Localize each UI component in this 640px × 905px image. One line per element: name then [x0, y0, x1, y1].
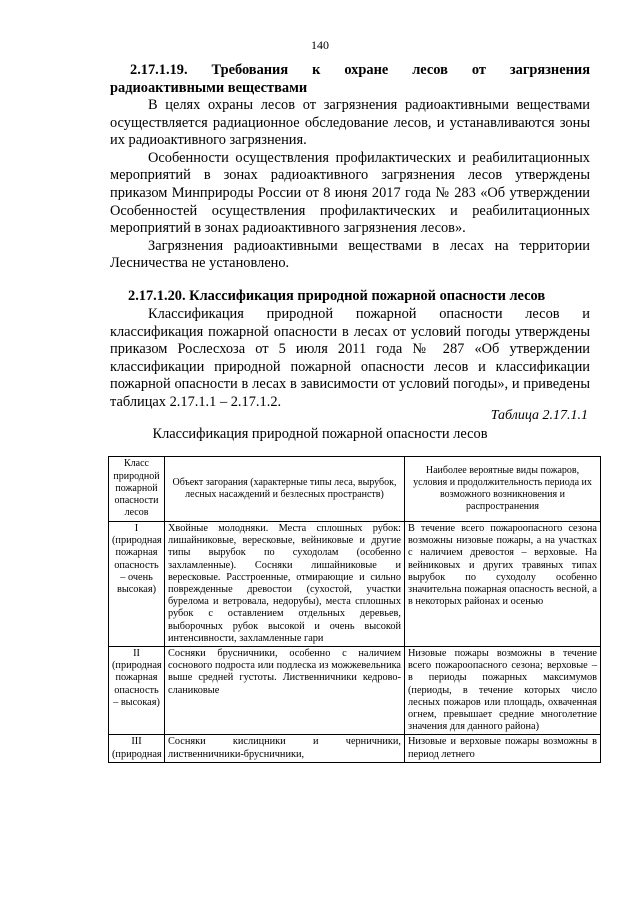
page-number: 140	[311, 38, 329, 52]
heading-word: загрязнения	[509, 62, 590, 78]
table-caption: Таблица 2.17.1.1	[490, 408, 588, 423]
heading-word: лесов	[412, 62, 448, 78]
paragraph: В целях охраны лесов от загрязнения радиоактивными веществами осуществляется радиационное обследование лесов, и устанавливаются зоны их радиоактивного загрязнения.	[110, 97, 590, 149]
table-row	[109, 735, 601, 762]
section-heading-2-17-1-19	[110, 62, 590, 97]
section-2-body	[110, 306, 590, 412]
cell-object: Хвойные молодняки. Места сплошных рубок: лишайниковые, вересковые, вейниковые и другие типы вырубок по суходолам (особенно захламленные). Сосняки лишайниковые и вересковые. Расстроенные, отмирающие и сильно поврежденные древостои (сухостой, участки бурелома и ветровала, недорубы), места сплошных рубок с оставлением отдельных деревьев, выборочных рубок высокой и очень высокой интенсивности, захламленные гари	[165, 522, 405, 647]
paragraph: Особенности осуществления профилактических и реабилитационных мероприятий в зонах радиоактивного загрязнения лесов утверждены приказом Минприроды России от 8 июня 2017 года № 283 «Об утверждении Особенностей осуществления профилактических и реабилитационных мероприятий в зонах радиоактивного загрязнения лесов».	[110, 149, 590, 237]
section-1-body	[110, 97, 590, 273]
heading-number: 2.17.1.19.	[130, 62, 188, 78]
cell-class: I (природная пожарная опасность – очень высокая)	[109, 522, 165, 647]
cell-fires: В течение всего пожароопасного сезона возможны низовые пожары, а на участках с наличием древостоя – верховые. На вейниковых и других травяных типах вырубок по суходолу особенно значительна пожарная опасность весной, а в некоторых районах и осенью	[405, 522, 601, 647]
heading-word: Требования	[211, 62, 289, 78]
section-heading-2-17-1-20: 2.17.1.20. Классификация природной пожарной опасности лесов	[128, 288, 546, 304]
table-row	[109, 647, 601, 735]
header-class: Класс природной пожарной опасности лесов	[109, 457, 165, 522]
heading-line-2: радиоактивными веществами	[110, 79, 308, 96]
cell-class: III (природная	[109, 735, 165, 762]
header-object: Объект загорания (характерные типы леса, вырубок, лесных насаждений и безлесных пространств)	[165, 457, 405, 522]
heading-line-1	[110, 62, 590, 80]
cell-class: II (природная пожарная опасность – высокая)	[109, 647, 165, 735]
table-row	[109, 522, 601, 647]
cell-fires: Низовые и верховые пожары возможны в период летнего	[405, 735, 601, 762]
paragraph: Классификация природной пожарной опасности лесов и классификация пожарной опасности в лесах от условий погоды утверждены приказом Рослесхоза от 5 июля 2011 года № 287 «Об утверждении классификации природной пожарной опасности лесов и классификации пожарной опасности в лесах в зависимости от условий погоды», и приведены таблицах 2.17.1.1 – 2.17.1.2.	[110, 306, 590, 410]
table-header-row	[109, 457, 601, 522]
heading-word: от	[471, 62, 486, 78]
table-title: Классификация природной пожарной опасности лесов	[152, 426, 488, 442]
paragraph: Загрязнения радиоактивными веществами в лесах на территории Лесничества не установлено.	[110, 237, 590, 272]
cell-object: Сосняки брусничники, особенно с наличием соснового подроста или подлеска из можжевельника выше средней густоты. Лиственничники кедрово-сланиковые	[165, 647, 405, 735]
cell-object: Сосняки кислицники и черничники, лиственничники-брусничники,	[165, 735, 405, 762]
cell-fires: Низовые пожары возможны в течение всего пожароопасного сезона; верховые – в периоды пожарных максимумов (периоды, в течение которых число лесных пожаров или площадь, охваченная огнем, превышает средние многолетние значения для данного района)	[405, 647, 601, 735]
heading-word: охране	[344, 62, 389, 78]
heading-word: к	[312, 62, 321, 78]
header-fires: Наиболее вероятные виды пожаров, условия и продолжительность периода их возможного возникновения и распространения	[405, 457, 601, 522]
fire-danger-table	[108, 456, 601, 763]
